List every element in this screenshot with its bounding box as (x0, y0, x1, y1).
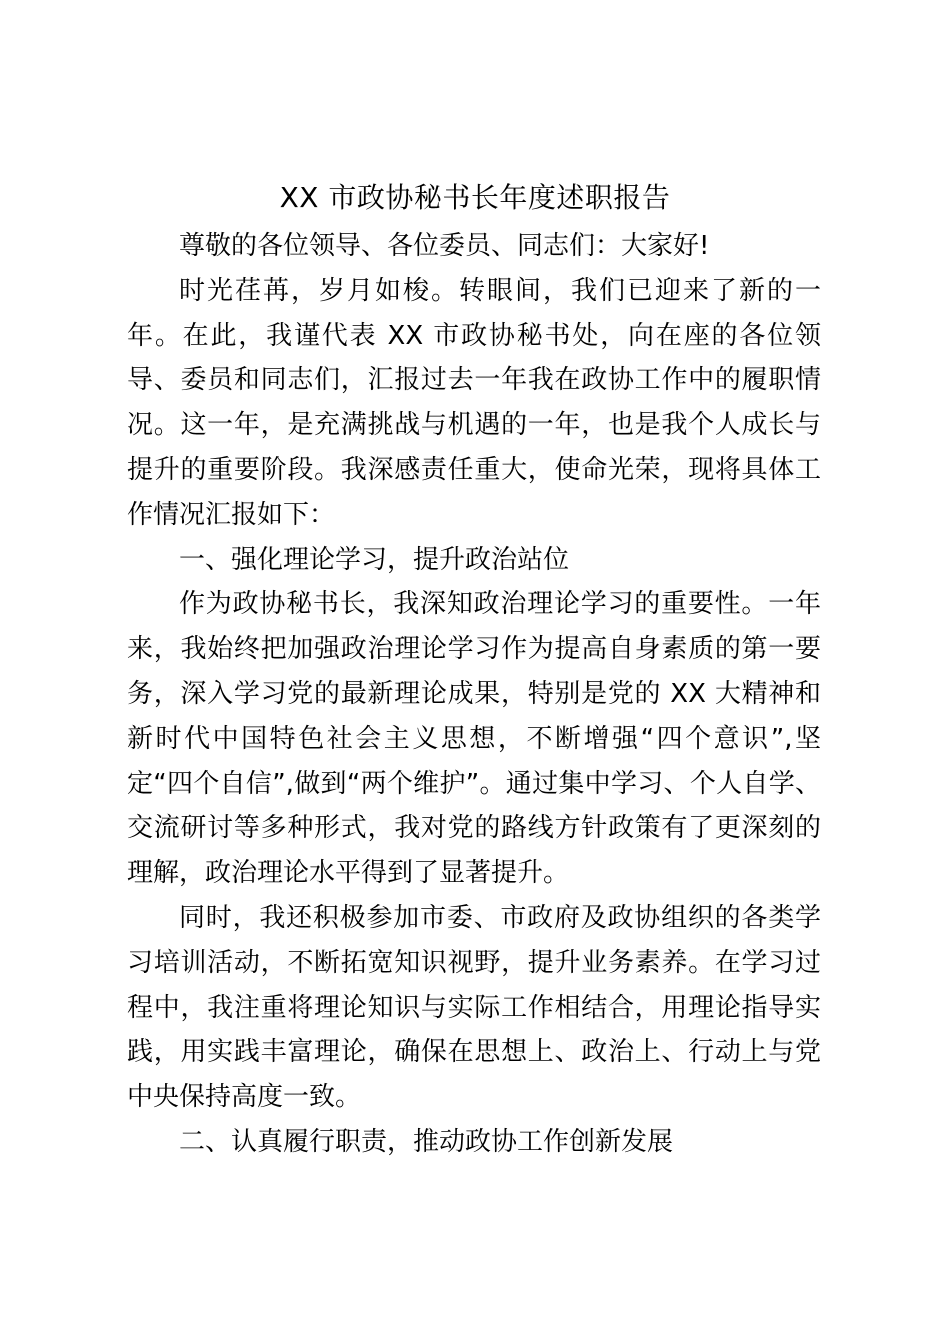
intro-paragraph: 时光荏苒，岁月如梭。转眼间，我们已迎来了新的一年。在此，我谨代表 XX 市政协秘书处，向在座的各位领导、委员和同志们，汇报过去一年我在政协工作中的履职情况。这一年，是充满挑战与机遇的一年，也是我个人成长与提升的重要阶段。我深感责任重大，使命光荣，现将具体工作情况汇报如下： (127, 275, 821, 530)
section-2-heading: 二、认真履行职责，推动政协工作创新发展 (179, 1126, 674, 1157)
document-title: XX 市政协秘书长年度述职报告 (279, 181, 671, 214)
section-1-paragraph-2: 同时，我还积极参加市委、市政府及政协组织的各类学习培训活动，不断拓宽知识视野，提升业务素养。在学习过程中，我注重将理论知识与实际工作相结合，用理论指导实践，用实践丰富理论，确保在思想上、政治上、行动上与党中央保持高度一致。 (127, 902, 821, 1113)
section-1-paragraph-1: 作为政协秘书长，我深知政治理论学习的重要性。一年来，我始终把加强政治理论学习作为提高自身素质的第一要务，深入学习党的最新理论成果，特别是党的 XX 大精神和新时代中国特色社会主义思想，不断增强“四个意识”,坚定“四个自信”,做到“两个维护”。通过集中学习、个人自学、交流研讨等多种形式，我对党的路线方针政策有了更深刻的理解，政治理论水平得到了显著提升。 (127, 589, 821, 889)
greeting-paragraph: 尊敬的各位领导、各位委员、同志们：大家好! (179, 231, 710, 261)
document-body (127, 224, 821, 1165)
section-1-heading: 一、强化理论学习，提升政治站位 (179, 544, 570, 575)
